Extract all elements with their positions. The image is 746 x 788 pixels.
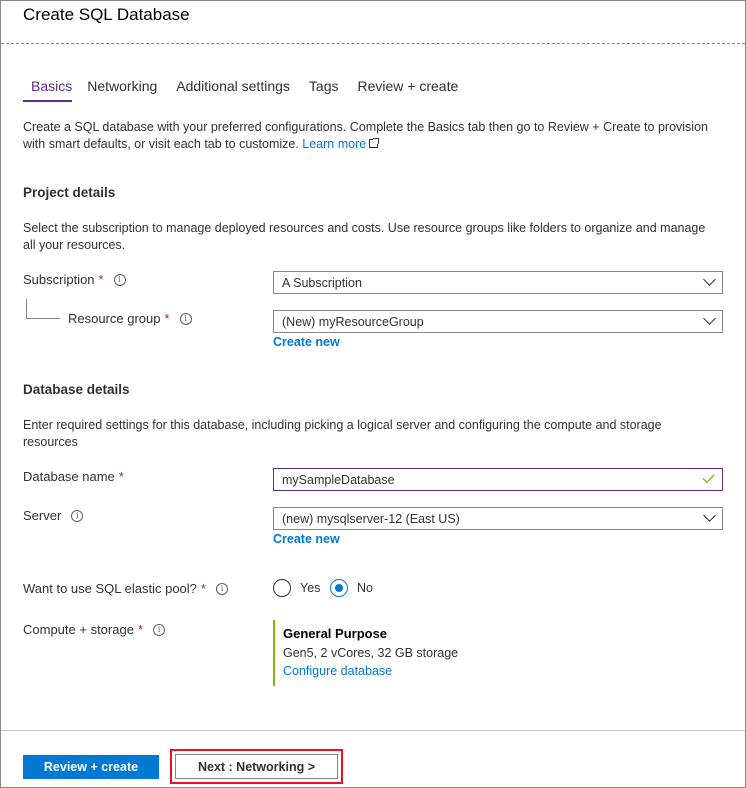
info-icon[interactable]: i — [71, 510, 83, 522]
required-mark: * — [200, 581, 206, 596]
next-networking-button[interactable]: Next : Networking > — [175, 754, 338, 779]
tab-additional-settings[interactable]: Additional settings — [176, 78, 290, 94]
tab-review-create[interactable]: Review + create — [357, 78, 459, 94]
database-name-value: mySampleDatabase — [282, 472, 395, 487]
info-icon[interactable]: i — [153, 624, 165, 636]
info-icon[interactable]: i — [114, 274, 126, 286]
resource-group-label-text: Resource group — [68, 311, 161, 326]
radio-circle[interactable] — [273, 579, 291, 597]
info-icon[interactable]: i — [180, 313, 192, 325]
compute-tier: General Purpose — [283, 626, 388, 641]
chevron-down-icon — [703, 273, 716, 286]
resource-group-dropdown[interactable] — [273, 310, 723, 333]
tab-bar — [23, 78, 477, 102]
tab-networking[interactable]: Networking — [87, 78, 158, 94]
required-mark: * — [118, 469, 124, 484]
database-details-heading: Database details — [23, 382, 130, 397]
subscription-dropdown[interactable] — [273, 271, 723, 294]
compute-storage-label — [23, 622, 165, 637]
intro-text — [23, 119, 713, 152]
title-divider — [1, 43, 745, 44]
elastic-pool-label — [23, 581, 228, 596]
info-icon[interactable]: i — [216, 583, 228, 595]
required-mark: * — [137, 622, 143, 637]
radio-circle-selected[interactable] — [330, 579, 348, 597]
subscription-value: A Subscription — [282, 275, 362, 290]
footer-divider — [1, 730, 745, 731]
compute-spec: Gen5, 2 vCores, 32 GB storage — [283, 646, 459, 660]
elastic-pool-no-radio[interactable] — [330, 579, 373, 597]
required-mark: * — [98, 272, 104, 287]
chevron-down-icon — [703, 509, 716, 522]
subscription-label — [23, 272, 126, 287]
elastic-pool-yes-radio[interactable] — [273, 579, 320, 597]
database-name-label-text: Database name — [23, 469, 115, 484]
learn-more-link[interactable]: Learn more — [302, 136, 367, 151]
project-details-description: Select the subscription to manage deployed resources and costs. Use resource groups like folders to organize and manage all your resources. — [23, 221, 706, 252]
compute-summary — [273, 620, 458, 686]
subscription-label-text: Subscription — [23, 272, 95, 287]
configure-database-link[interactable]: Configure database — [283, 664, 393, 678]
page-title: Create SQL Database — [23, 5, 190, 24]
database-details-description: Enter required settings for this database, including picking a logical server and configuring the compute and storage resources — [23, 418, 662, 449]
review-create-button[interactable]: Review + create — [23, 755, 159, 779]
required-mark: * — [164, 311, 170, 326]
tree-connector — [26, 299, 60, 319]
radio-label-no: No — [357, 581, 373, 595]
resource-group-value: (New) myResourceGroup — [282, 314, 424, 329]
server-value: (new) mysqlserver-12 (East US) — [282, 511, 460, 526]
server-label-text: Server — [23, 508, 62, 523]
create-new-server-link[interactable]: Create new — [273, 532, 340, 546]
create-new-resource-group-link[interactable]: Create new — [273, 335, 340, 349]
external-link-icon — [369, 139, 378, 148]
intro-body: Create a SQL database with your preferred configurations. Complete the Basics tab then go to Review + Create to provision with smart defaults, or visit each tab to customize. — [23, 120, 708, 151]
project-details-heading: Project details — [23, 185, 116, 200]
tab-basics[interactable]: Basics — [23, 78, 72, 102]
resource-group-label — [68, 311, 192, 326]
tab-tags[interactable]: Tags — [308, 78, 339, 94]
server-label — [23, 508, 83, 523]
elastic-pool-label-text: Want to use SQL elastic pool? — [23, 581, 197, 596]
radio-label-yes: Yes — [300, 581, 321, 595]
checkmark-icon — [702, 471, 714, 483]
server-dropdown[interactable] — [273, 507, 723, 530]
chevron-down-icon — [703, 312, 716, 325]
compute-storage-label-text: Compute + storage — [23, 622, 134, 637]
database-name-input[interactable] — [273, 468, 723, 491]
database-name-label — [23, 469, 124, 484]
